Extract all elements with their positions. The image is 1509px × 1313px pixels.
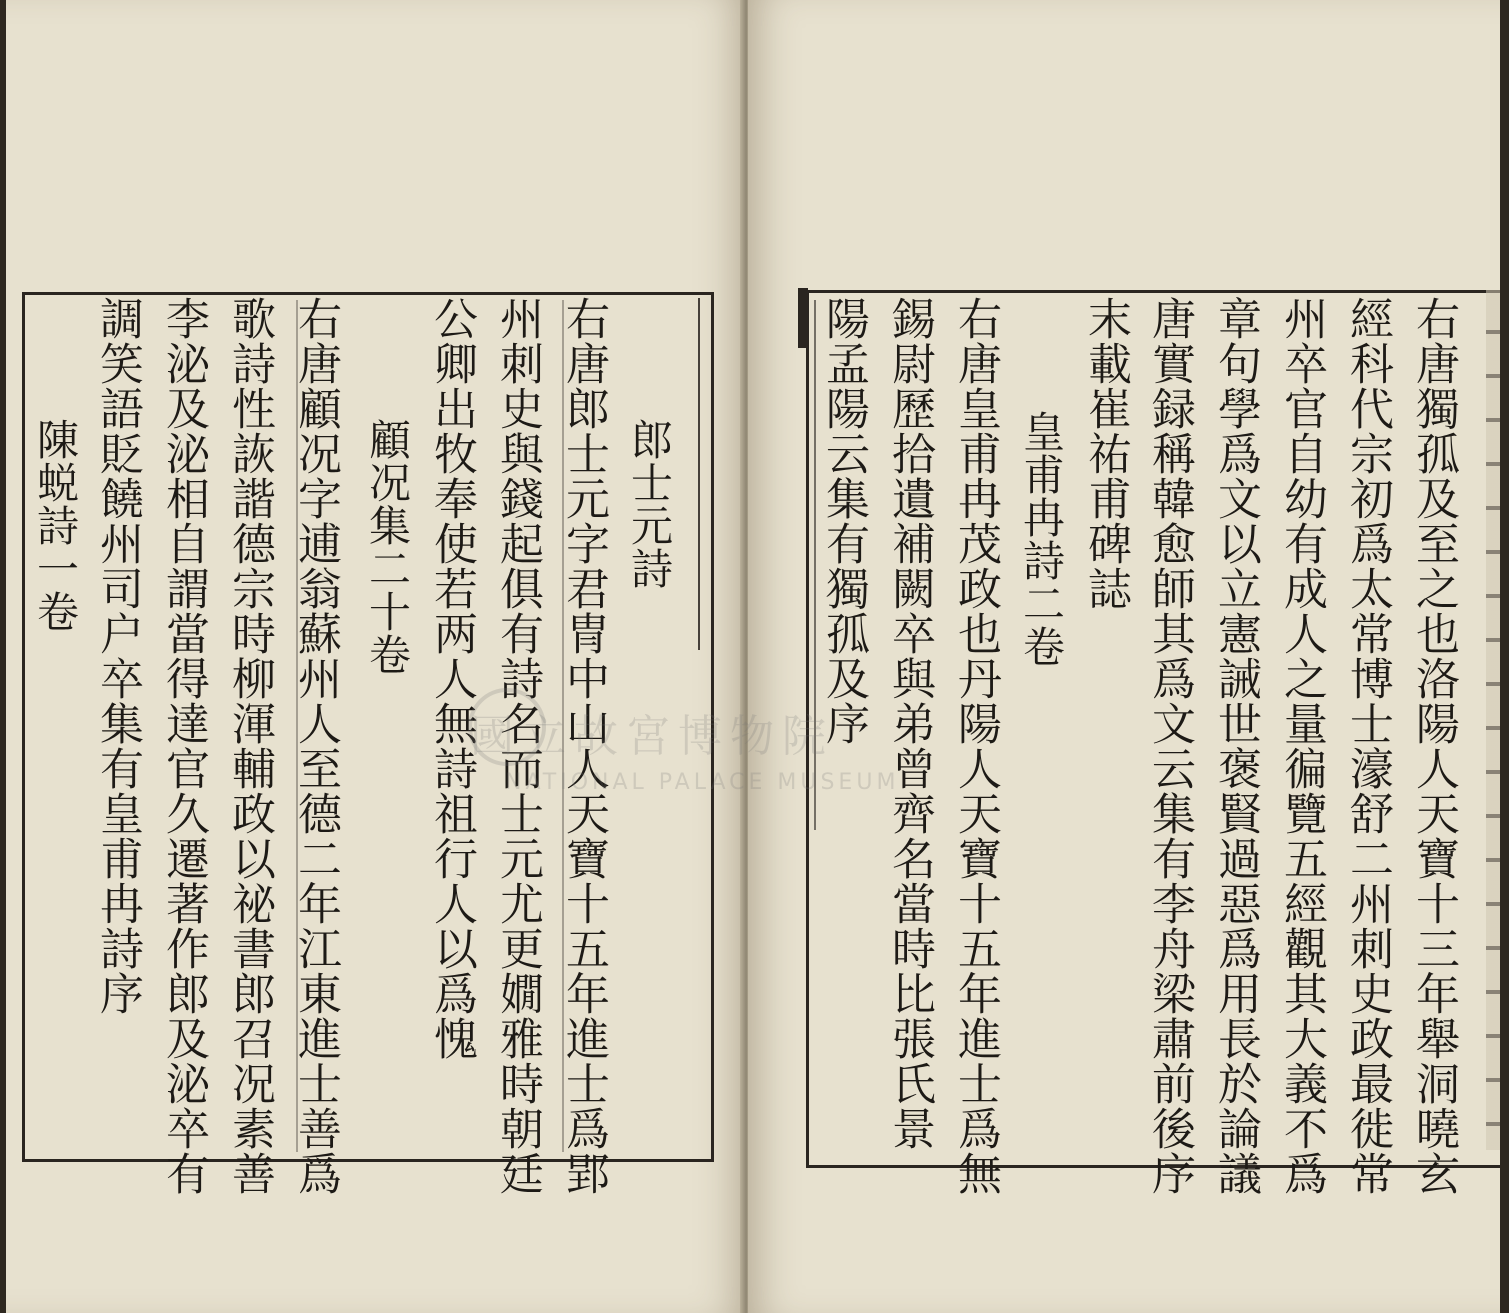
left-col-body-6: 李泌及泌相自謂當得達官久遷著作郎及泌卒有 [158,296,209,1196]
watermark-zh: 國立故宮博物院 [470,711,834,762]
left-col-body-5: 歌詩性詼諧德宗時柳渾輔政以祕書郎召况素善 [224,296,275,1196]
right-col-body-5: 唐實録稱韓愈師其爲文云集有李舟梁肅前後序 [1144,296,1195,1196]
left-col-body-4: 右唐顧况字逋翁蘇州人至德二年江東進士善爲 [290,296,341,1196]
right-page [748,0,1500,1313]
left-col-body-3: 公卿出牧奉使若两人無詩祖行人以爲愧 [426,296,477,1061]
right-col-body-9: 陽孟陽云集有獨孤及序 [818,296,869,746]
column-rule [698,298,700,650]
column-rule [296,300,298,1152]
left-col-title-2: 顧况集二十卷 [363,418,412,676]
page-edge-strip [1486,290,1500,1150]
right-col-title-1: 皇甫冉詩二卷 [1017,410,1066,668]
right-col-body-8: 錫尉歷拾遺補闕卒與弟曾齊名當時比張氏景 [884,296,935,1151]
right-col-body-6: 末載崔祐甫碑誌 [1080,296,1131,611]
right-col-body-1: 右唐獨孤及至之也洛陽人天寶十三年舉洞曉玄 [1408,296,1459,1196]
right-col-body-3: 州卒官自幼有成人之量徧覽五經觀其大義不爲 [1276,296,1327,1196]
watermark-en: NATIONAL PALACE MUSEUM [505,770,900,795]
right-col-body-4: 章句學爲文以立憲誡世褒賢過惡爲用長於論議 [1210,296,1261,1196]
right-col-body-7: 右唐皇甫冉茂政也丹陽人天寶十五年進士爲無 [950,296,1001,1196]
left-page [6,0,746,1313]
left-col-body-7: 調笑語貶饒州司户卒集有皇甫冉詩序 [92,296,143,1016]
frame-corner-mark [798,288,808,348]
left-col-body-2: 州刺史與錢起俱有詩名而士元尤更嫺雅時朝廷 [492,296,543,1196]
left-col-body-1: 右唐郎士元字君冑中山人天寶十五年進士爲郢 [558,296,609,1196]
left-col-title-1: 郎士元詩 [625,418,674,590]
right-col-body-2: 經科代宗初爲太常博士濠舒二州刺史政最徙常 [1342,296,1393,1196]
left-col-title-3: 陳蜕詩一卷 [31,418,80,633]
